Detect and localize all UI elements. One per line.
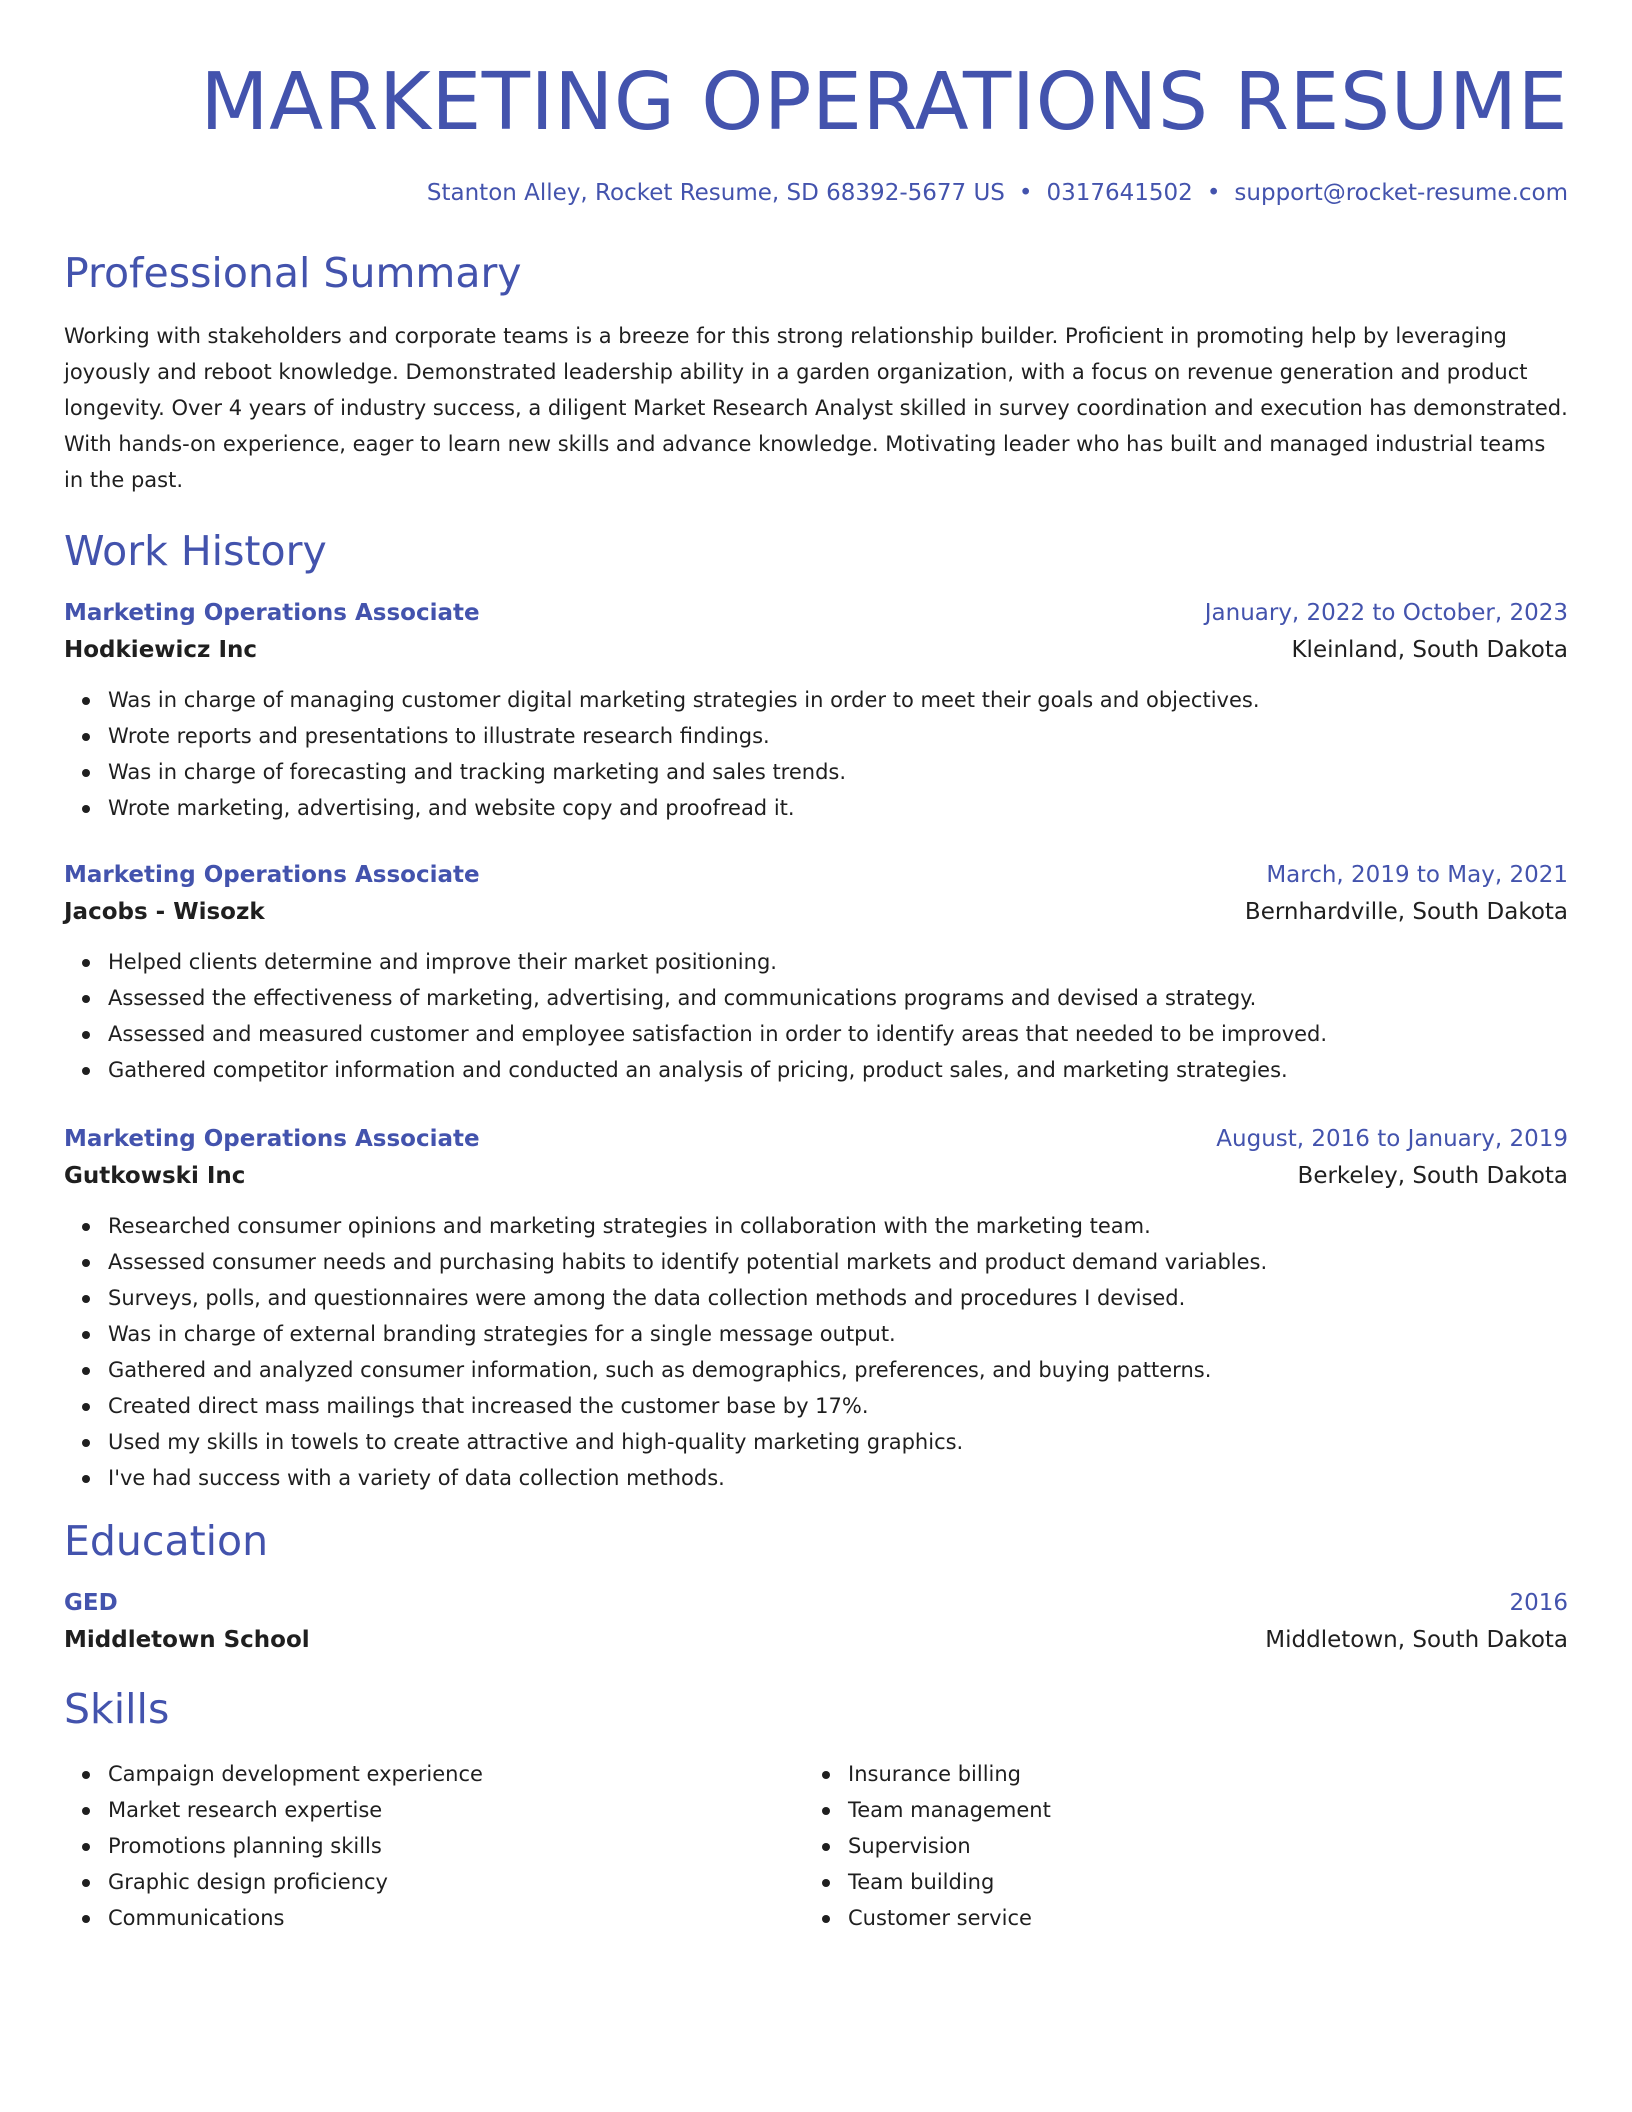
skill-item: Graphic design proficiency bbox=[108, 1864, 804, 1900]
job-company: Hodkiewicz Inc bbox=[64, 637, 258, 663]
job-bullet-list bbox=[64, 682, 1568, 826]
skill-item: Promotions planning skills bbox=[108, 1828, 804, 1864]
job-bullet: Helped clients determine and improve their market positioning. bbox=[108, 944, 1568, 980]
job-entry bbox=[64, 858, 1568, 1088]
education-degree: GED bbox=[64, 1590, 118, 1616]
skill-item: Market research expertise bbox=[108, 1792, 804, 1828]
job-bullet: Assessed the effectiveness of marketing, advertising, and communications programs and devised a strategy. bbox=[108, 980, 1568, 1016]
job-bullet: Surveys, polls, and questionnaires were among the data collection methods and procedures I devised. bbox=[108, 1280, 1568, 1316]
education-year: 2016 bbox=[1509, 1590, 1568, 1616]
contact-separator: • bbox=[1206, 180, 1221, 206]
job-entry bbox=[64, 596, 1568, 826]
job-entry bbox=[64, 1122, 1568, 1496]
education-heading: Education bbox=[64, 1517, 269, 1565]
skill-item: Customer service bbox=[848, 1900, 1544, 1936]
job-bullet: Assessed consumer needs and purchasing habits to identify potential markets and product demand variables. bbox=[108, 1244, 1568, 1280]
job-company: Gutkowski Inc bbox=[64, 1163, 246, 1189]
job-bullet: Was in charge of external branding strategies for a single message output. bbox=[108, 1316, 1568, 1352]
contact-line bbox=[64, 180, 1568, 206]
contact-separator: • bbox=[1018, 180, 1033, 206]
job-dates: January, 2022 to October, 2023 bbox=[1204, 600, 1568, 626]
job-title: Marketing Operations Associate bbox=[64, 600, 480, 626]
skill-item: Communications bbox=[108, 1900, 804, 1936]
job-bullet: Wrote marketing, advertising, and website copy and proofread it. bbox=[108, 790, 1568, 826]
resume-title: MARKETING OPERATIONS RESUME bbox=[200, 56, 1568, 148]
job-location: Bernhardville, South Dakota bbox=[1244, 899, 1568, 925]
skills-column-right bbox=[804, 1756, 1544, 1936]
summary-text: Working with stakeholders and corporate teams is a breeze for this strong relationship builder. Proficient in promoting help by leveraging joyously and reboot knowledge. Demonstrated leadership ability in a garden organization, with a focus on revenue generation and product longevity. Over 4 years of industry success, a diligent Market Research Analyst skilled in survey coordination and execution has demonstrated. With hands-on experience, eager to learn new skills and advance knowledge. Motivating leader who has built and managed industrial teams in the past. bbox=[64, 324, 1568, 492]
education-location: Middletown, South Dakota bbox=[1265, 1627, 1568, 1653]
skill-item: Insurance billing bbox=[848, 1756, 1544, 1792]
job-company: Jacobs - Wisozk bbox=[64, 899, 265, 925]
job-bullet: Assessed and measured customer and employee satisfaction in order to identify areas that needed to be improved. bbox=[108, 1016, 1568, 1052]
job-title: Marketing Operations Associate bbox=[64, 862, 480, 888]
job-title: Marketing Operations Associate bbox=[64, 1126, 480, 1152]
education-school: Middletown School bbox=[64, 1627, 310, 1653]
contact-address: Stanton Alley, Rocket Resume, SD 68392-5677 US bbox=[426, 180, 1005, 206]
job-bullet-list bbox=[64, 944, 1568, 1088]
job-bullet: I've had success with a variety of data collection methods. bbox=[108, 1460, 1568, 1496]
skill-item: Team management bbox=[848, 1792, 1544, 1828]
contact-phone: 0317641502 bbox=[1046, 180, 1193, 206]
job-bullet: Wrote reports and presentations to illustrate research findings. bbox=[108, 718, 1568, 754]
job-bullet-list bbox=[64, 1208, 1568, 1496]
job-bullet: Used my skills in towels to create attractive and high-quality marketing graphics. bbox=[108, 1424, 1568, 1460]
job-location: Berkeley, South Dakota bbox=[1297, 1163, 1568, 1189]
skill-item: Team building bbox=[848, 1864, 1544, 1900]
skill-item: Campaign development experience bbox=[108, 1756, 804, 1792]
skills-column-left bbox=[64, 1756, 804, 1936]
skills-heading: Skills bbox=[64, 1685, 170, 1733]
summary-heading: Professional Summary bbox=[64, 249, 522, 297]
contact-email[interactable]: support@rocket-resume.com bbox=[1234, 180, 1568, 206]
work-history-heading: Work History bbox=[64, 527, 327, 575]
education-entry bbox=[64, 1586, 1568, 1660]
skill-item: Supervision bbox=[848, 1828, 1544, 1864]
job-bullet: Was in charge of forecasting and tracking marketing and sales trends. bbox=[108, 754, 1568, 790]
skills-list bbox=[64, 1756, 1568, 1936]
job-location: Kleinland, South Dakota bbox=[1291, 637, 1568, 663]
job-dates: August, 2016 to January, 2019 bbox=[1216, 1126, 1568, 1152]
job-bullet: Gathered and analyzed consumer information, such as demographics, preferences, and buying patterns. bbox=[108, 1352, 1568, 1388]
job-bullet: Created direct mass mailings that increased the customer base by 17%. bbox=[108, 1388, 1568, 1424]
job-bullet: Gathered competitor information and conducted an analysis of pricing, product sales, and marketing strategies. bbox=[108, 1052, 1568, 1088]
job-dates: March, 2019 to May, 2021 bbox=[1266, 862, 1568, 888]
job-bullet: Researched consumer opinions and marketing strategies in collaboration with the marketing team. bbox=[108, 1208, 1568, 1244]
job-bullet: Was in charge of managing customer digital marketing strategies in order to meet their goals and objectives. bbox=[108, 682, 1568, 718]
